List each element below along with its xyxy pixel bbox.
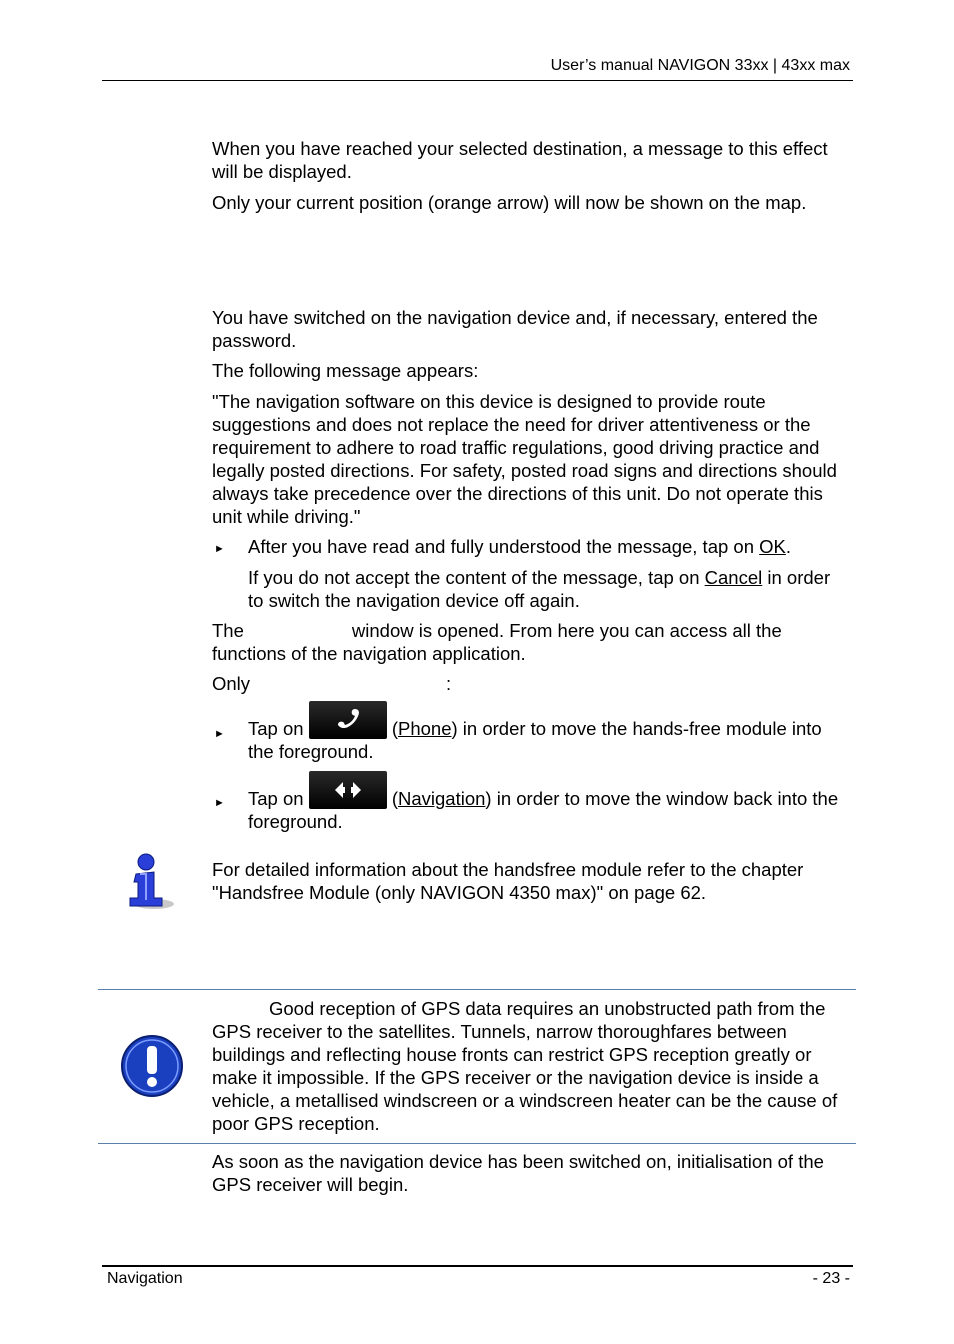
phone-button[interactable]	[309, 701, 387, 739]
tap-on-text: Tap on	[248, 718, 304, 739]
running-header: User’s manual NAVIGON 33xx | 43xx max	[550, 57, 850, 74]
paragraph-current-position: Only your current position (orange arrow) will now be shown on the map.	[212, 192, 807, 213]
bullet-cancel-end: in order to switch the navigation device off again.	[248, 567, 831, 611]
phone-link[interactable]: Phone	[398, 718, 452, 739]
exclamation-icon	[120, 1034, 184, 1098]
cancel-link[interactable]: Cancel	[704, 567, 763, 588]
bullet-ok	[248, 535, 848, 558]
bullet-ok-text: After you have read and fully understood the message, tap on	[248, 536, 760, 557]
ok-link[interactable]: OK	[759, 536, 786, 557]
tap-on-text: Tap on	[248, 788, 304, 809]
header-rule	[102, 80, 853, 81]
paragraph-gps-init: As soon as the navigation device has been switched on, initialisation of the GPS receiver will begin.	[212, 1151, 824, 1195]
info-icon	[124, 852, 176, 912]
triangle-bullet-icon: ►	[214, 797, 225, 809]
bullet-phone: Tap on (Phone) in order to move the hands-free module into the foreground.	[248, 701, 848, 763]
paragraph-only	[212, 672, 852, 695]
paragraph-message-appears: The following message appears:	[212, 360, 479, 381]
warning-bottom-rule	[98, 1143, 856, 1144]
footer-rule	[102, 1265, 853, 1267]
navigation-arrows-icon	[309, 771, 387, 809]
phone-desc: ) in order to move the hands-free module into the foreground.	[248, 718, 822, 762]
triangle-bullet-icon: ►	[214, 728, 225, 740]
bullet-cancel	[248, 566, 848, 612]
navigation-desc: ) in order to move the window back into the foreground.	[248, 788, 839, 832]
warning-text: Good reception of GPS data requires an unobstructed path from the GPS receiver to the satellites. Tunnels, narrow thoroughfares between buildings and reflecting house fronts can restrict GPS reception greatly or make it impossible. If the GPS receiver or the navigation device is inside a vehicle, a metallised windscreen or a windscreen heater can be the cause of poor GPS reception.	[212, 998, 838, 1134]
only-lead: Only	[212, 673, 251, 694]
paragraph-window-opened	[212, 619, 852, 665]
only-colon: :	[446, 673, 452, 694]
bullet-navigation: Tap on (Navigation) in order to move the window back into the foreground.	[248, 771, 848, 833]
navigation-button[interactable]	[309, 771, 387, 809]
bullet-ok-end: .	[785, 536, 792, 557]
bullet-cancel-text: If you do not accept the content of the message, tap on	[248, 567, 705, 588]
paragraph-disclaimer: "The navigation software on this device is designed to provide route suggestions and does not replace the need for driver attentiveness or the requirement to adhere to road traffic regulations, good driving practice and legally posted directions. For safety, posted road signs and directions should always take precedence over the directions of this unit. Do not operate this unit while driving."	[212, 391, 837, 527]
paragraph-switched-on: You have switched on the navigation device and, if necessary, entered the password.	[212, 307, 818, 351]
paragraph-destination-reached: When you have reached your selected destination, a message to this effect will be displayed.	[212, 138, 828, 182]
navigation-link[interactable]: Navigation	[398, 788, 486, 809]
phone-icon	[309, 701, 387, 739]
triangle-bullet-icon: ►	[214, 543, 225, 555]
warning-top-rule	[98, 989, 856, 990]
footer-section: Navigation	[107, 1270, 183, 1287]
window-opened-lead: The	[212, 620, 244, 641]
page-number: - 23 -	[812, 1270, 850, 1287]
window-opened-rest: window is opened. From here you can access all the functions of the navigation application.	[212, 620, 782, 664]
info-text: For detailed information about the handsfree module refer to the chapter "Handsfree Module (only NAVIGON 4350 max)" on page 62.	[212, 859, 804, 903]
